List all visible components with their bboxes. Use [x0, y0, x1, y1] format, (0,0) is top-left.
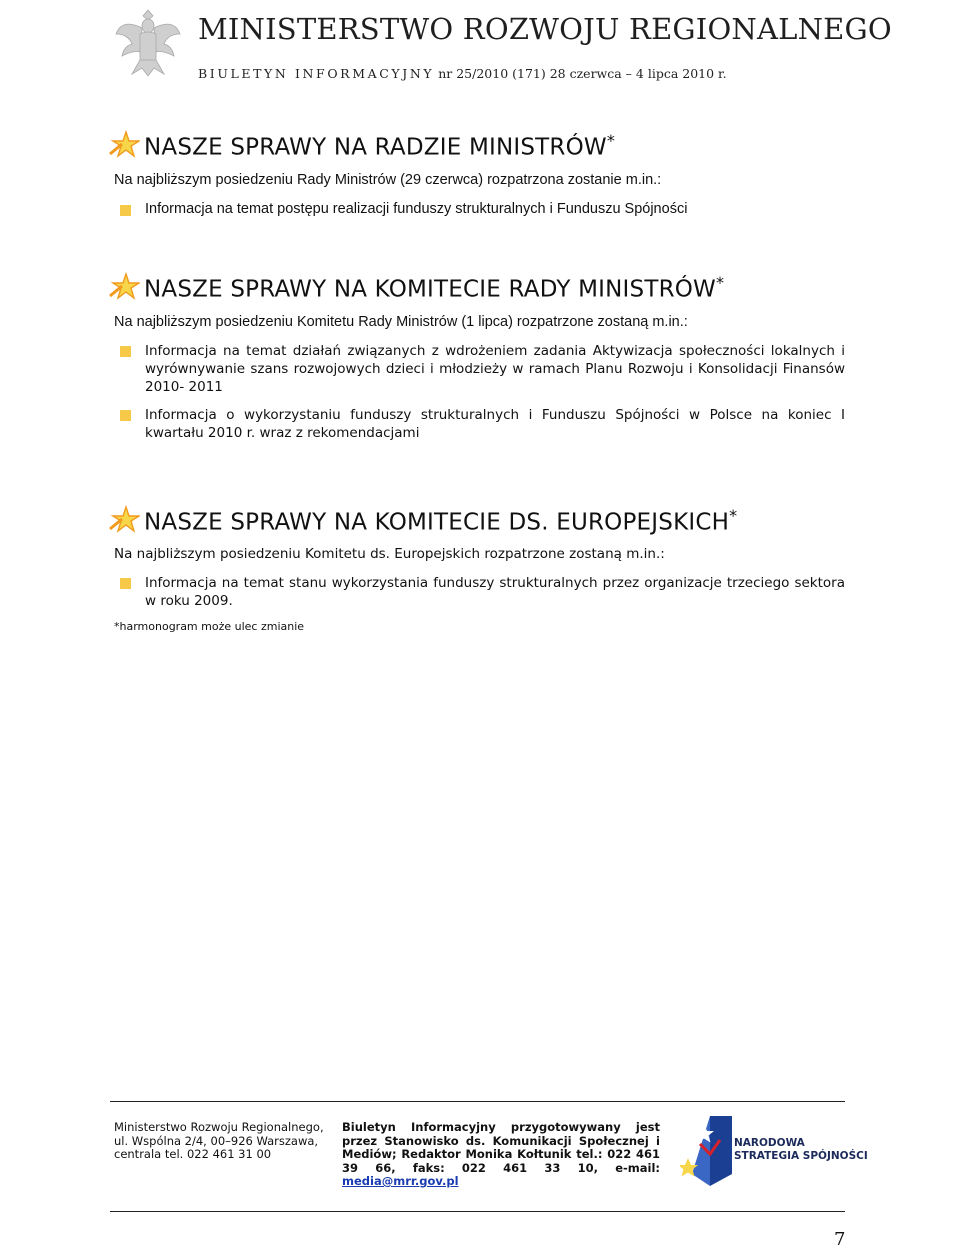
email-link[interactable]: media@mrr.gov.pl: [342, 1174, 459, 1188]
star-icon: [108, 505, 140, 533]
star-icon: [108, 272, 140, 300]
bullet-icon: [120, 346, 131, 357]
ministry-title: MINISTERSTWO ROZWOJU REGIONALNEGO: [198, 12, 892, 46]
footer-divider-bottom: [110, 1211, 845, 1212]
footnote: *harmonogram może ulec zmianie: [114, 620, 305, 633]
list-item: Informacja o wykorzystaniu funduszy strukturalnych i Funduszu Spójności w Polsce na koniec I kwartału 2010 r. wraz z rekomendacjami: [145, 407, 845, 441]
address-line: ul. Wspólna 2/4, 00–926 Warszawa,: [114, 1133, 319, 1148]
section-title-komitet-rady-ministrow: [144, 273, 724, 303]
bullet-icon: [120, 410, 131, 421]
section-title-asterisk: *: [606, 131, 616, 150]
section-title-text: NASZE SPRAWY NA KOMITECIE RADY MINISTRÓW: [144, 276, 716, 303]
footer-address: [114, 1121, 324, 1162]
section-intro: Na najbliższym posiedzeniu Komitetu Rady Ministrów (1 lipca) rozpatrzone zostaną m.in.:: [114, 314, 688, 330]
narodowa-strategia-text: [734, 1137, 868, 1163]
section-intro: Na najbliższym posiedzeniu Komitetu ds. Europejskich rozpatrzone zostaną m.in.:: [114, 546, 665, 562]
bulletin-issue: nr 25/2010 (171) 28 czerwca – 4 lipca 2010 r.: [438, 66, 727, 81]
section-intro: Na najbliższym posiedzeniu Rady Ministrów (29 czerwca) rozpatrzona zostanie m.in.:: [114, 172, 662, 188]
editorial-text: Biuletyn Informacyjny przygotowywany jest przez Stanowisko ds. Komunikacji Społecznej i Mediów; Redaktor Monika Kołtunik tel.: 022 461 39 66, faks: 022 461 33 10, e-mail:: [342, 1120, 660, 1175]
address-line: Ministerstwo Rozwoju Regionalnego,: [114, 1120, 324, 1134]
bulletin-label: BIULETYN INFORMACYJNY: [198, 66, 435, 81]
bullet-icon: [120, 205, 131, 216]
logo-text-line: STRATEGIA SPÓJNOŚCI: [734, 1150, 868, 1162]
section-title-asterisk: *: [729, 506, 738, 525]
list-item: Informacja na temat stanu wykorzystania funduszy strukturalnych przez organizacje trzeciego sektora w roku 2009.: [145, 575, 845, 609]
section-title-asterisk: *: [716, 273, 725, 292]
narodowa-strategia-spojnosci-logo-icon: [680, 1114, 740, 1188]
address-line: centrala tel. 022 461 31 00: [114, 1147, 272, 1161]
section-title-text: NASZE SPRAWY NA KOMITECIE DS. EUROPEJSKICH: [144, 509, 730, 536]
star-icon: [108, 130, 140, 158]
list-item: Informacja na temat postępu realizacji funduszy strukturalnych i Funduszu Spójności: [145, 201, 688, 217]
bulletin-line: [198, 66, 727, 81]
footer-editorial: [342, 1121, 660, 1189]
logo-text-line: NARODOWA: [734, 1137, 805, 1149]
footer-divider: [110, 1101, 845, 1102]
list-item: Informacja na temat działań związanych z wdrożeniem zadania Aktywizacja społeczności lokalnych i wyrównywanie szans rozwojowych dzieci i młodzieży w ramach Planu Rozwoju i Konsolidacji Finansów 2010- 2011: [145, 343, 845, 395]
section-title-rada-ministrow: [144, 131, 615, 161]
section-title-text: NASZE SPRAWY NA RADZIE MINISTRÓW: [144, 134, 607, 161]
polish-eagle-emblem-icon: [112, 4, 184, 80]
bullet-icon: [120, 578, 131, 589]
section-title-komitet-ds-europejskich: [144, 506, 737, 536]
page-number: 7: [834, 1229, 846, 1250]
